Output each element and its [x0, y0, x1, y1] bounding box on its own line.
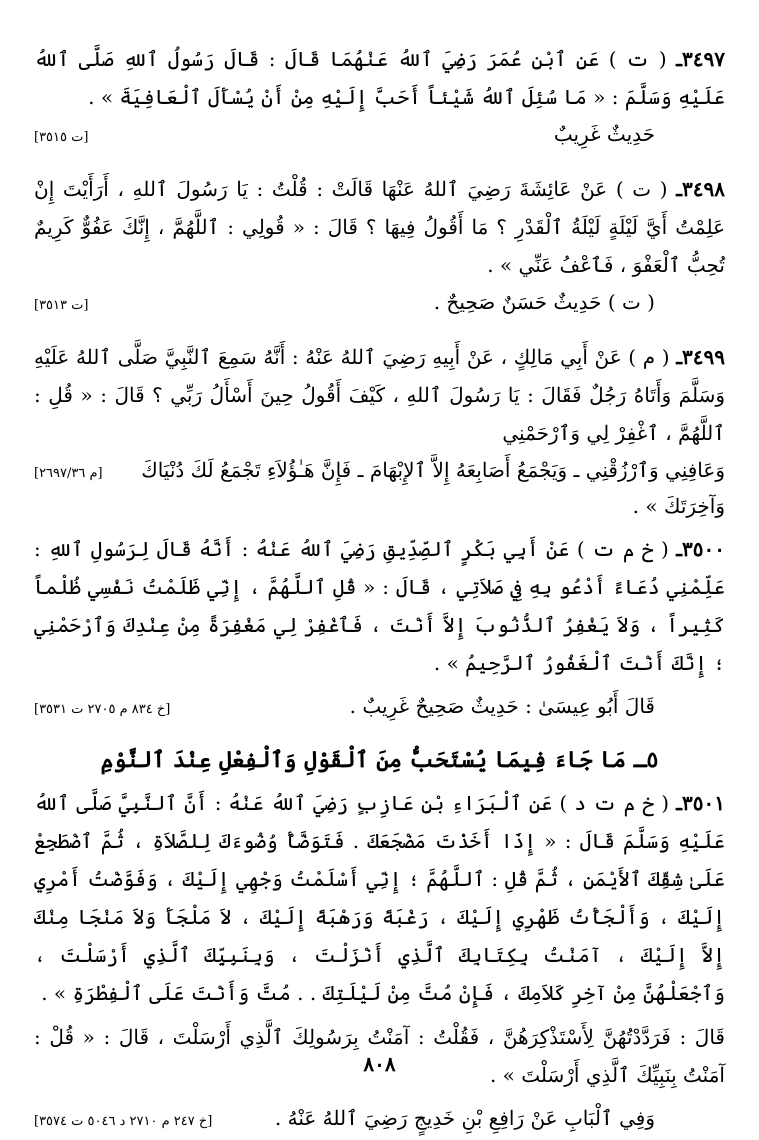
source-reference: [خ ٢٤٧ م ٢٧١٠ د ٥٠٤٦ ت ٣٥٧٤] — [34, 1114, 213, 1129]
ruling-row — [34, 284, 725, 324]
hadith-text: ( خ م ت د ) عَنِ ٱلْبَرَاءِ بْنِ عَازِبٍ رَضِيَ ٱللهُ عَنْهُ : أَنَّ ٱلنَّبِيَّ صَلَّى ٱللهُ عَلَيْهِ وَسَلَّمَ قَالَ : « إِذَا أَخَذْتَ مَضْجَعَكَ . فَتَوَضَّأْ وُضُوءَكَ لِلصَّلاَةِ ، ثُمَّ ٱضْطَجِعْ عَلَىٰ شِقِّكَ ٱلأَيْمَنِ ، ثُمَّ قُلِ : ٱللَّهُمَّ ؛ إِنِّي أَسْلَمْتُ وَجْهِي إِلَيْكَ ، وَفَوَّضْتُ أَمْرِي إِلَيْكَ ، وَأَلْجَأْتُ ظَهْرِي إِلَيْكَ ، رَغْبَةً وَرَهْبَةً إِلَيْكَ ، لاَ مَلْجَأَ وَلاَ مَنْجَا مِنْكَ إِلاَّ إِلَيْكَ ، آمَنْتُ بِكِتَابِكَ ٱلَّذِي أَنْزَلْتَ ، وَبِنَبِيِّكَ ٱلَّذِي أَرْسَلْتَ ، وَٱجْعَلْهُنَّ مِنْ آخِرِ كَلاَمِكَ ، فَإِنْ مُتَّ مِنْ لَيْلَتِكَ . . مُتَّ وَأَنْتَ عَلَى ٱلْفِطْرَةِ » . — [34, 791, 725, 1005]
ruling-text: حَدِيثٌ غَرِيبٌ — [553, 122, 655, 146]
ruling-row — [34, 116, 725, 156]
hadith-text: ( خ م ت ) عَنْ أَبِي بَكْرٍ ٱلصِّدِّيقِ رَضِيَ ٱللهُ عَنْهُ : أَنَّهُ قَالَ لِرَسُولِ ٱللهِ : عَلِّمْنِي دُعَاءً أَدْعُو بِهِ فِي صَلاَتِي ، قَالَ : « قُلِ ٱللَّهُمَّ ، إِنِّي ظَلَمْتُ نَفْسِي ظُلْماً كَثِيراً ، وَلاَ يَغْفِرُ ٱلذُّنُوبَ إِلاَّ أَنْتَ ، فَٱغْفِرْ لِي مَغْفِرَةً مِنْ عِنْدِكَ وَٱرْحَمْنِي ؛ إِنَّكَ أَنْتَ ٱلْغَفُورُ ٱلرَّحِيمُ » . — [34, 537, 725, 675]
chapter-note-row — [34, 1100, 725, 1140]
source-reference: [ت ٣٥١٥] — [34, 130, 89, 145]
hadith-number: ٣٤٩٧ـ — [676, 47, 725, 71]
source-reference: [خ ٨٣٤ م ٢٧٠٥ ت ٣٥٣١] — [34, 702, 171, 717]
hadith-3499 — [34, 338, 725, 452]
hadith-continuation-text: قَالَ : فَرَدَّدْتُهُنَّ لِأَسْتَذْكِرَهُنَّ ، فَقُلْتُ : آمَنْتُ بِرَسُولِكَ ٱلَّذِي أَرْسَلْتَ ، قَالَ : « قُلْ : آمَنْتُ بِنَبِيِّكَ ٱلَّذِي أَرْسَلْتَ » . — [34, 1025, 725, 1087]
hadith-text: ( ت ) عَنْ عَائِشَةَ رَضِيَ ٱللهُ عَنْهَا قَالَتْ : قُلْتُ : يَا رَسُولَ ٱللهِ ، أَرَأَيْتَ إِنْ عَلِمْتُ أَيَّ لَيْلَةٍ لَيْلَةُ ٱلْقَدْرِ ؟ مَا أَقُولُ فِيهَا ؟ قَالَ : « قُولِي : ٱللَّهُمَّ ، إِنَّكَ عَفُوٌّ كَرِيمٌ تُحِبُّ ٱلْعَفْوَ ، فَٱعْفُ عَنِّي » . — [34, 177, 725, 277]
page-body — [34, 40, 726, 1130]
source-reference: [م ٢٦٩٧/٣٦] — [34, 466, 103, 481]
hadith-number: ٣٤٩٨ـ — [676, 177, 725, 201]
hadith-last-line: وَعَافِنِي وَٱرْزُقْنِي ـ وَيَجْمَعُ أَصَابِعَهُ إِلاَّ ٱلإِبْهَامَ ـ فَإِنَّ هَـٰؤُلاَءِ تَجْمَعُ لَكَ دُنْيَاكَ وَآخِرَتَكَ » . — [141, 458, 725, 518]
hadith-3500 — [34, 530, 725, 682]
hadith-last-line-row — [34, 452, 725, 524]
hadith-3501 — [34, 784, 725, 1012]
ruling-text: ( ت ) حَدِيثٌ حَسَنٌ صَحِيحٌ . — [433, 290, 655, 314]
ruling-row — [34, 688, 725, 728]
hadith-text: ( ت ) عَنِ ٱبْنِ عُمَرَ رَضِيَ ٱللهُ عَنْهُمَا قَالَ : قَالَ رَسُولُ ٱللهِ صَلَّى ٱللهُ عَلَيْهِ وَسَلَّمَ : « مَا سُئِلَ ٱللهُ شَيْئاً أَحَبَّ إِلَيْهِ مِنْ أَنْ يُسْأَلَ ٱلْعَافِيَةَ » . — [34, 47, 725, 109]
source-reference: [ت ٣٥١٣] — [34, 298, 89, 313]
chapter-note: وَفِي ٱلْبَابِ عَنْ رَافِعِ بْنِ خَدِيجٍ رَضِيَ ٱللهُ عَنْهُ . — [274, 1106, 655, 1130]
hadith-3497 — [34, 40, 725, 116]
page-number: ٨٠٨ — [363, 1052, 396, 1076]
hadith-number: ٣٥٠٠ـ — [676, 537, 725, 561]
ruling-text: قَالَ أَبُو عِيسَىٰ : حَدِيثٌ صَحِيحٌ غَرِيبٌ . — [349, 694, 655, 718]
section-heading: ٥ـ مَا جَاءَ فِيمَا يُسْتَحَبُّ مِنَ ٱلْقَوْلِ وَٱلْفِعْلِ عِنْدَ ٱلنَّوْمِ — [100, 747, 659, 773]
hadith-3498 — [34, 170, 725, 284]
hadith-text: ( م ) عَنْ أَبِي مَالِكٍ ، عَنْ أَبِيهِ رَضِيَ ٱللهُ عَنْهُ : أَنَّهُ سَمِعَ ٱلنَّبِيَّ صَلَّى ٱللهُ عَلَيْهِ وَسَلَّمَ وَأَتَاهُ رَجُلٌ فَقَالَ : يَا رَسُولَ ٱللهِ ، كَيْفَ أَقُولُ حِينَ أَسْأَلُ رَبِّي ؟ قَالَ : « قُلِ : ٱللَّهُمَّ ، ٱغْفِرْ لِي وَٱرْحَمْنِي — [34, 345, 725, 445]
hadith-number: ٣٤٩٩ـ — [676, 345, 726, 369]
hadith-number: ٣٥٠١ـ — [676, 791, 725, 815]
